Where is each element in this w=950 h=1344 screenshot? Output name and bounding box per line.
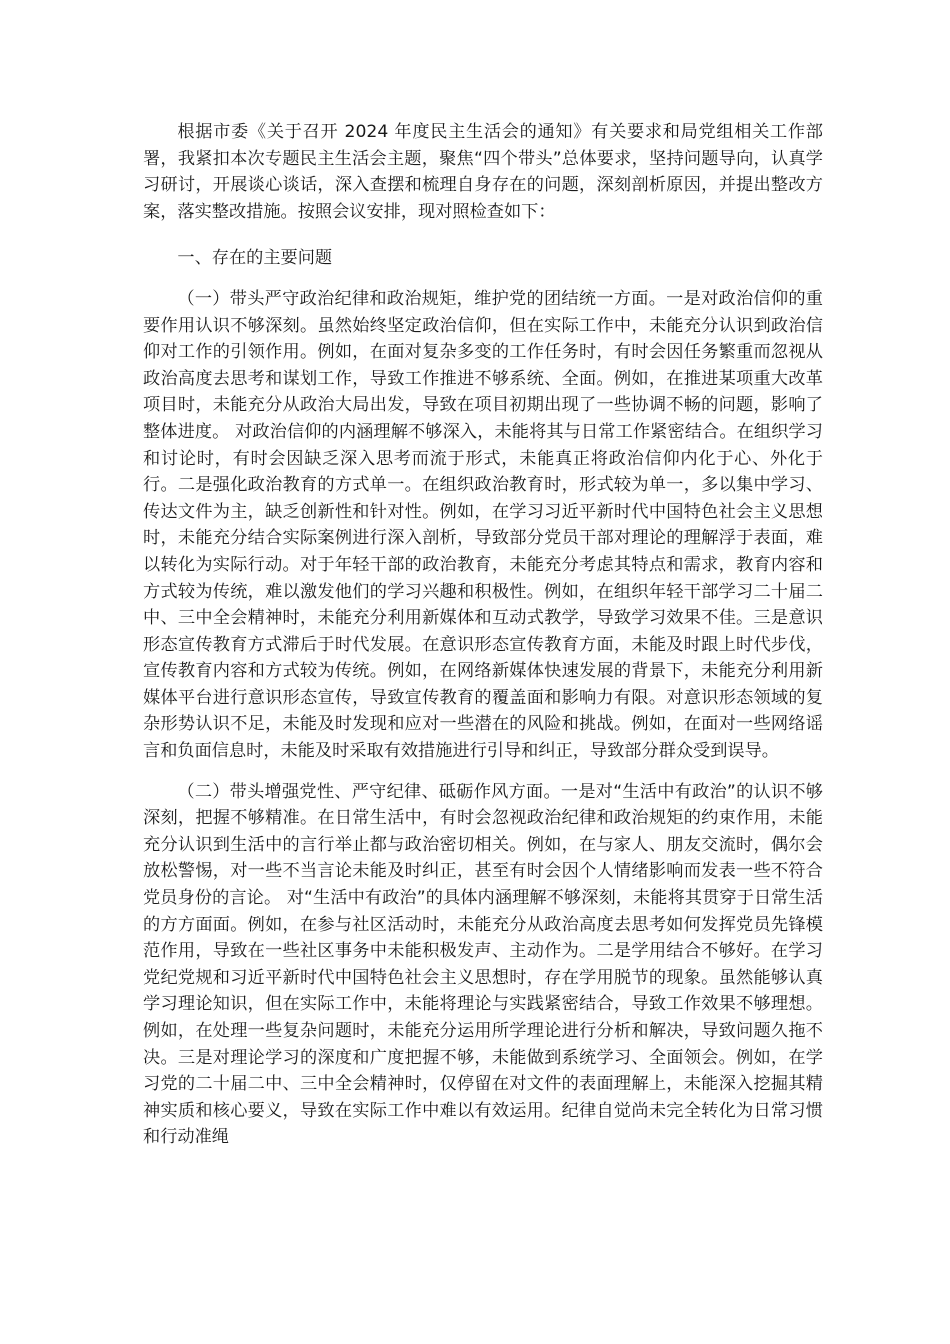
document-body bbox=[143, 119, 823, 1151]
intro-paragraph: 根据市委《关于召开 2024 年度民主生活会的通知》有关要求和局党组相关工作部署，我紧扣本次专题民主生活会主题，聚焦“四个带头”总体要求，坚持问题导向，认真学习研讨，开展谈心谈话，深入查摆和梳理自身存在的问题，深刻剖析原因，并提出整改方案，落实整改措施。按照会议安排，现对照检查如下： bbox=[143, 122, 823, 222]
section-2-paragraph: （二）带头增强党性、严守纪律、砥砺作风方面。一是对“生活中有政治”的认识不够深刻，把握不够精准。在日常生活中，有时会忽视政治纪律和政治规矩的约束作用，未能充分认识到生活中的言行举止都与政治密切相关。例如，在与家人、朋友交流时，偶尔会放松警惕，对一些不当言论未能及时纠正，甚至有时会因个人情绪影响而发表一些不符合党员身份的言论。 对“生活中有政治”的具体内涵理解不够深刻，未能将其贯穿于日常生活的方方面面。例如，在参与社区活动时，未能充分从政治高度去思考如何发挥党员先锋模范作用，导致在一些社区事务中未能积极发声、主动作为。二是学用结合不够好。在学习党纪党规和习近平新时代中国特色社会主义思想时，存在学用脱节的现象。虽然能够认真学习理论知识，但在实际工作中，未能将理论与实践紧密结合，导致工作效果不够理想。例如，在处理一些复杂问题时，未能充分运用所学理论进行分析和解决，导致问题久拖不决。三是对理论学习的深度和广度把握不够，未能做到系统学习、全面领会。例如，在学习党的二十届二中、三中全会精神时，仅停留在对文件的表面理解上，未能深入挖掘其精神实质和核心要义，导致在实际工作中难以有效运用。纪律自觉尚未完全转化为日常习惯和行动准绳 bbox=[143, 781, 823, 1148]
section-1-paragraph: （一）带头严守政治纪律和政治规矩，维护党的团结统一方面。一是对政治信仰的重要作用认识不够深刻。虽然始终坚定政治信仰，但在实际工作中，未能充分认识到政治信仰对工作的引领作用。例如，在面对复杂多变的工作任务时，有时会因任务繁重而忽视从政治高度去思考和谋划工作，导致工作推进不够系统、全面。例如，在推进某项重大改革项目时，未能充分从政治大局出发，导致在项目初期出现了一些协调不畅的问题，影响了整体进度。 对政治信仰的内涵理解不够深入，未能将其与日常工作紧密结合。在组织学习和讨论时，有时会因缺乏深入思考而流于形式，未能真正将政治信仰内化于心、外化于行。二是强化政治教育的方式单一。在组织政治教育时，形式较为单一，多以集中学习、传达文件为主，缺乏创新性和针对性。例如，在学习习近平新时代中国特色社会主义思想时，未能充分结合实际案例进行深入剖析，导致部分党员干部对理论的理解浮于表面，难以转化为实际行动。对于年轻干部的政治教育，未能充分考虑其特点和需求，教育内容和方式较为传统，难以激发他们的学习兴趣和积极性。例如，在组织年轻干部学习二十届二中、三中全会精神时，未能充分利用新媒体和互动式教学，导致学习效果不佳。三是意识形态宣传教育方式滞后于时代发展。在意识形态宣传教育方面，未能及时跟上时代步伐，宣传教育内容和方式较为传统。例如，在网络新媒体快速发展的背景下，未能充分利用新媒体平台进行意识形态宣传，导致宣传教育的覆盖面和影响力有限。对意识形态领域的复杂形势认识不足，未能及时发现和应对一些潜在的风险和挑战。例如，在面对一些网络谣言和负面信息时，未能及时采取有效措施进行引导和纠正，导致部分群众受到误导。 bbox=[143, 288, 823, 762]
section-heading-main-problems: 一、存在的主要问题 bbox=[177, 248, 333, 269]
